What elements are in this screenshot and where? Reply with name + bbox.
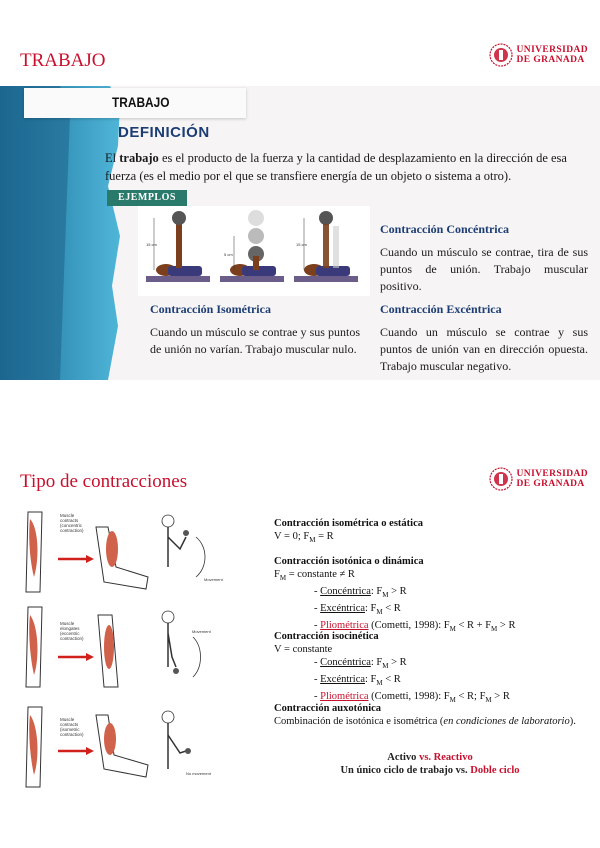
label-line: Muscle	[60, 513, 75, 518]
tag-label: TRABAJO	[112, 94, 170, 110]
auxotonic-title: Contracción auxotónica	[274, 703, 382, 714]
movement-label: Movement	[204, 577, 223, 582]
slide-title: TRABAJO	[20, 50, 106, 71]
figure-3-label: 15 cm	[296, 242, 307, 247]
definition-pre: El	[105, 151, 120, 165]
movement-label: Movement	[192, 629, 211, 634]
isotonic-title: Contracción isotónica o dinámica	[274, 556, 424, 567]
isokinetic-title: Contracción isocinética	[274, 631, 379, 642]
ugr-logo	[489, 43, 588, 67]
arm-row-concentric	[26, 512, 224, 592]
isotonic-eccentric: - Excéntrica: $F_M < R$	[314, 603, 401, 617]
isotonic-block	[274, 555, 515, 636]
university-seal-icon	[489, 43, 513, 67]
summary-line-1: Activo vs. Reactivo	[387, 752, 473, 763]
slide-tipo-contracciones	[0, 455, 600, 807]
logo-line-1: UNIVERSIDAD	[516, 45, 588, 55]
isokinetic-concentric: - Concéntrica: $F_M > R$	[314, 657, 407, 671]
figure-1-label: 15 cm	[146, 242, 157, 247]
logo-line-2: DE GRANADA	[516, 55, 585, 65]
slide-title: Tipo de contracciones	[20, 471, 188, 492]
isometric-title: Contracción Isométrica	[150, 302, 271, 316]
tag-box	[24, 88, 246, 118]
label-line: contraction)	[60, 732, 84, 737]
ugr-logo	[489, 467, 588, 491]
label-line: (isometric	[60, 727, 80, 732]
eccentric-title: Contracción Excéntrica	[380, 302, 502, 316]
label-line: contracts	[60, 722, 79, 727]
auxotonic-text: Combinación de isotónica e isométrica (en condiciones de laboratorio).	[274, 716, 576, 727]
isometric-text: Cuando un músculo se contrae y sus puntos de unión no varían. Trabajo muscular nulo.	[150, 325, 360, 356]
bench-press-figures	[138, 206, 370, 296]
isotonic-concentric: - Concéntrica: $F_M > R$	[314, 586, 407, 600]
logo-line-2: DE GRANADA	[516, 479, 585, 489]
eccentric-text: Cuando un músculo se contrae y sus puntos de unión van en dirección opuesta. Trabajo muscular negativo.	[380, 325, 588, 373]
arm-row-isometric	[26, 707, 212, 787]
label-line: contraction)	[60, 636, 84, 641]
slide-trabajo	[0, 28, 600, 380]
definition-text	[105, 149, 583, 185]
isokinetic-plyometric: - Pliométrica (Cometti, 1998): $F_M < R$; $F_M > R$	[314, 691, 510, 705]
definition-post: es el producto de la fuerza y la cantidad de desplazamiento en la dirección de esa fuerza (es el medio por el que se transfiere energía de un objeto o sistema a otro).	[105, 151, 567, 183]
figure-2-label: 5 cm	[224, 252, 233, 257]
arm-row-eccentric	[26, 607, 212, 687]
label-line: contracts	[60, 518, 79, 523]
iso-static-formula: V = 0; $F_M = R$	[274, 531, 334, 545]
university-seal-icon	[489, 467, 513, 491]
definition-heading: DEFINICIÓN	[118, 124, 210, 141]
auxotonic-block	[274, 702, 576, 728]
label-line: elongates	[60, 626, 80, 631]
isokinetic-eccentric: - Excéntrica: $F_M < R$	[314, 674, 401, 688]
label-line: Muscle	[60, 717, 75, 722]
isotonic-plyometric: - Pliométrica (Cometti, 1998): $F_M < R + F_M > R$	[314, 620, 516, 634]
isotonic-formula: $F_M$ = constante ≠ R	[274, 569, 355, 583]
muscle-contraction-figures	[8, 507, 258, 797]
isokinetic-block	[274, 630, 510, 707]
definition-bold: trabajo	[119, 151, 159, 165]
concentric-title: Contracción Concéntrica	[380, 222, 509, 236]
concentric-text: Cuando un músculo se contrae, tira de sus puntos de unión. Trabajo muscular positivo.	[380, 245, 588, 293]
isokinetic-formula: V = constante	[274, 644, 333, 655]
iso-static-title: Contracción isométrica o estática	[274, 518, 423, 529]
examples-label: EJEMPLOS	[107, 190, 187, 206]
hero-panel	[0, 86, 600, 380]
label-line: contraction)	[60, 528, 84, 533]
label-line: Muscle	[60, 621, 75, 626]
summary-line-2: Un único ciclo de trabajo vs. Doble ciclo	[340, 765, 520, 776]
logo-line-1: UNIVERSIDAD	[516, 469, 588, 479]
no-movement-label: No movement	[186, 771, 211, 776]
label-line: (concentric	[60, 523, 83, 528]
label-line: (eccentric	[60, 631, 80, 636]
isometric-static-block	[274, 517, 423, 547]
